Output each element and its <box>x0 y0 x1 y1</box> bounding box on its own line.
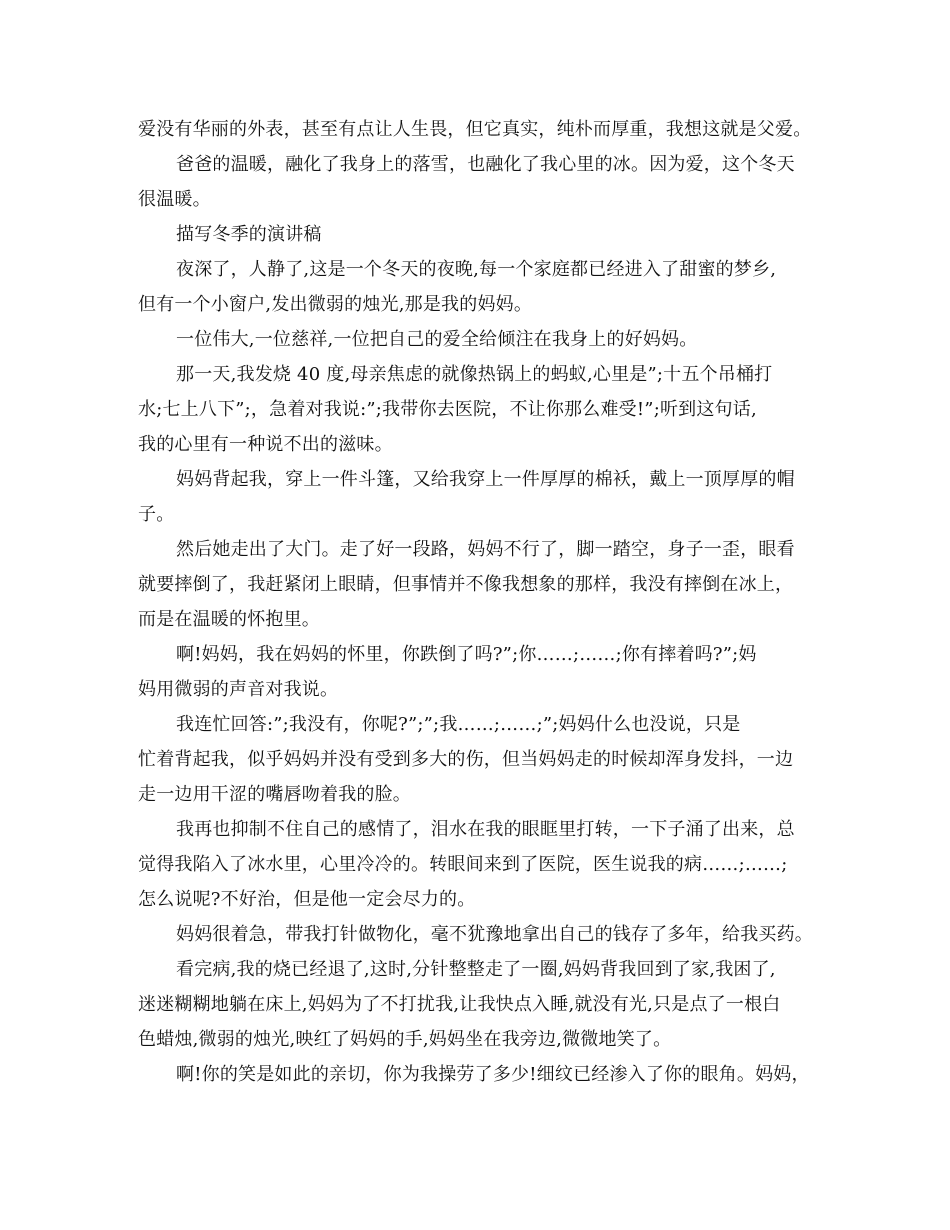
text-line: 迷迷糊糊地躺在床上,妈妈为了不打扰我,让我快点入睡,就没有光,只是点了一根白 <box>138 994 781 1015</box>
paragraph-start-line: 然后她走出了大门。走了好一段路，妈妈不行了，脚一踏空，身子一歪，眼看 <box>176 539 795 560</box>
text-line: 水;七上八下”;，急着对我说:”;我带你去医院，不让你那么难受!”;听到这句话, <box>138 399 757 420</box>
text-line: 爱没有华丽的外表，甚至有点让人生畏，但它真实，纯朴而厚重，我想这就是父爱。 <box>138 119 812 140</box>
text-line: 妈用微弱的声音对我说。 <box>138 679 339 700</box>
section-heading: 描写冬季的演讲稿 <box>176 224 322 245</box>
text-line: 就要摔倒了，我赶紧闭上眼睛，但事情并不像我想象的那样，我没有摔倒在冰上， <box>138 574 794 595</box>
text-line: 我的心里有一种说不出的滋味。 <box>138 434 393 455</box>
text-line: 色蜡烛,微弱的烛光,映红了妈妈的手,妈妈坐在我旁边,微微地笑了。 <box>138 1029 672 1050</box>
paragraph-start-line: 一位伟大,一位慈祥,一位把自己的爱全给倾注在我身上的好妈妈。 <box>176 329 698 350</box>
text-line: 怎么说呢?不好治，但是他一定会尽力的。 <box>138 889 476 910</box>
paragraph-start-line: 啊!你的笑是如此的亲切，你为我操劳了多少!细纹已经渗入了你的眼角。妈妈， <box>176 1064 810 1085</box>
text-line: 子。 <box>138 504 175 525</box>
paragraph-start-line: 妈妈很着急，带我打针做物化，毫不犹豫地拿出自己的钱存了多年，给我买药。 <box>176 924 813 945</box>
paragraph-start-line: 啊!妈妈，我在妈妈的怀里，你跌倒了吗?”;你……;……;你有摔着吗?”;妈 <box>176 644 757 665</box>
text-line: 觉得我陷入了冰水里，心里冷冷的。转眼间来到了医院，医生说我的病……;……; <box>138 854 788 875</box>
paragraph-start-line: 妈妈背起我，穿上一件斗篷，又给我穿上一件厚厚的棉袄，戴上一顶厚厚的帽 <box>176 469 795 490</box>
text-line: 忙着背起我，似乎妈妈并没有受到多大的伤，但当妈妈走的时候却浑身发抖，一边 <box>138 749 794 770</box>
paragraph-start-line: 我连忙回答:”;我没有，你呢?”;”;我……;……;”;妈妈什么也没说，只是 <box>176 714 741 735</box>
paragraph-start-line: 那一天,我发烧 40 度,母亲焦虑的就像热锅上的蚂蚁,心里是”;十五个吊桶打 <box>176 364 773 385</box>
text-line: 而是在温暖的怀抱里。 <box>138 609 320 630</box>
paragraph-start-line: 我再也抑制不住自己的感情了，泪水在我的眼眶里打转，一下子涌了出来，总 <box>176 819 795 840</box>
paragraph-start-line: 爸爸的温暖，融化了我身上的落雪，也融化了我心里的冰。因为爱，这个冬天 <box>176 154 795 175</box>
paragraph-start-line: 夜深了，人静了,这是一个冬天的夜晚,每一个家庭都已经进入了甜蜜的梦乡, <box>176 259 777 280</box>
paragraph-start-line: 看完病,我的烧已经退了,这时,分针整整走了一圈,妈妈背我回到了家,我困了, <box>176 959 776 980</box>
text-line: 但有一个小窗户,发出微弱的烛光,那是我的妈妈。 <box>138 294 533 315</box>
text-line: 很温暖。 <box>138 189 211 210</box>
text-line: 走一边用干涩的嘴唇吻着我的脸。 <box>138 784 411 805</box>
